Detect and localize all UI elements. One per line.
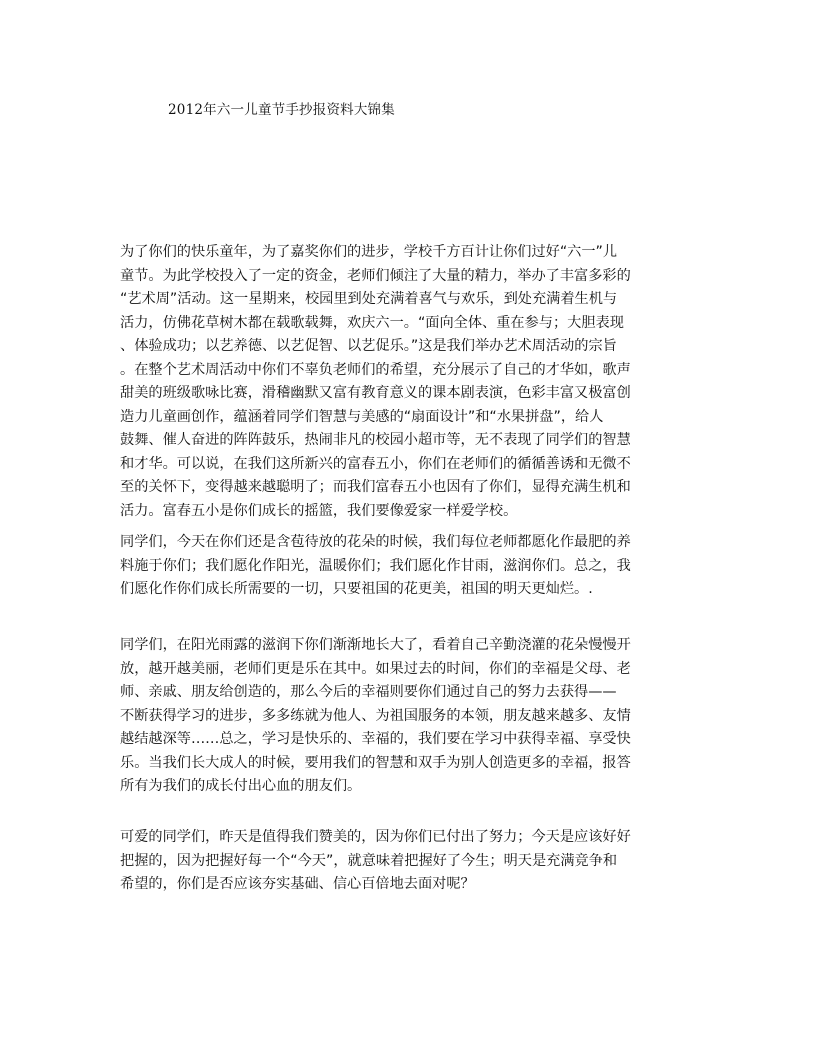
text-line: 所有为我们的成长付出心血的朋友们。 xyxy=(120,778,362,794)
paragraph-4 xyxy=(120,826,700,897)
text-line: 料施于你们；我们愿化作阳光，温暖你们；我们愿化作甘雨，滋润你们。总之，我 xyxy=(120,557,631,574)
text-line: 为了你们的快乐童年，为了嘉奖你们的进步，学校千方百计让你们过好“六一”儿 xyxy=(120,244,618,260)
text-line: 活力，仿佛花草树木都在载歌载舞，欢庆六一。“面向全体、重在参与；大胆表现 xyxy=(120,314,624,331)
paragraph-3 xyxy=(120,634,700,799)
text-line: 和才华。可以说，在我们这所新兴的富春五小，你们在老师们的循循善诱和无微不 xyxy=(120,455,631,472)
text-line: 希望的，你们是否应该夯实基础、信心百倍地去面对呢？ xyxy=(120,876,475,892)
text-line: 不断获得学习的进步，多多练就为他人、为祖国服务的本领，朋友越来越多、友情 xyxy=(120,707,631,724)
text-line: 。在整个艺术周活动中你们不辜负老师们的希望，充分展示了自己的才华如，歌声 xyxy=(120,361,631,378)
document-title: 2012年六一儿童节手抄报资料大锦集 xyxy=(168,102,395,118)
text-line: 把握的，因为把握好每一个“今天”，就意味着把握好了今生；明天是充满竞争和 xyxy=(120,852,618,869)
text-line: 师、亲戚、朋友给创造的，那么今后的幸福则要你们通过自己的努力去获得—— xyxy=(120,684,617,700)
text-line: 越结越深等……总之，学习是快乐的、幸福的，我们要在学习中获得幸福、享受快 xyxy=(120,731,631,747)
paragraph-1 xyxy=(120,241,700,523)
text-line: 放，越开越美丽，老师们更是乐在其中。如果过去的时间，你们的幸福是父母、老 xyxy=(120,660,631,677)
text-line: 至的关怀下，变得越来越聪明了；而我们富春五小也因有了你们，显得充满生机和 xyxy=(120,479,631,495)
text-line: 乐。当我们长大成人的时候，要用我们的智慧和双手为别人创造更多的幸福，报答 xyxy=(120,754,631,771)
text-line: 童节。为此学校投入了一定的资金，老师们倾注了大量的精力，举办了丰富多彩的 xyxy=(120,267,631,284)
text-line: 造力儿童画创作，蕴涵着同学们智慧与美感的“扇面设计”和“水果拼盘”，给人 xyxy=(120,408,604,425)
text-line: “艺术周”活动。这一星期来，校园里到处充满着喜气与欢乐，到处充满着生机与 xyxy=(120,291,618,307)
text-line: 同学们，今天在你们还是含苞待放的花朵的时候，我们每位老师都愿化作最肥的养 xyxy=(120,534,631,550)
paragraph-2 xyxy=(120,531,700,602)
text-line: 同学们，在阳光雨露的滋润下你们渐渐地长大了，看着自己辛勤浇灌的花朵慢慢开 xyxy=(120,637,631,653)
text-line: 鼓舞、催人奋进的阵阵鼓乐，热闹非凡的校园小超市等，无不表现了同学们的智慧 xyxy=(120,432,631,448)
text-line: 可爱的同学们，昨天是值得我们赞美的，因为你们已付出了努力；今天是应该好好 xyxy=(120,829,631,845)
text-line: 们愿化作你们成长所需要的一切，只要祖国的花更美，祖国的明天更灿烂。. xyxy=(120,581,593,597)
text-line: 、体验成功；以艺养德、以艺促智、以艺促乐。”这是我们举办艺术周活动的宗旨 xyxy=(120,338,617,354)
text-line: 甜美的班级歌咏比赛，滑稽幽默又富有教育意义的课本剧表演，色彩丰富又极富创 xyxy=(120,385,631,401)
text-line: 活力。富春五小是你们成长的摇篮，我们要像爱家一样爱学校。 xyxy=(120,502,518,519)
